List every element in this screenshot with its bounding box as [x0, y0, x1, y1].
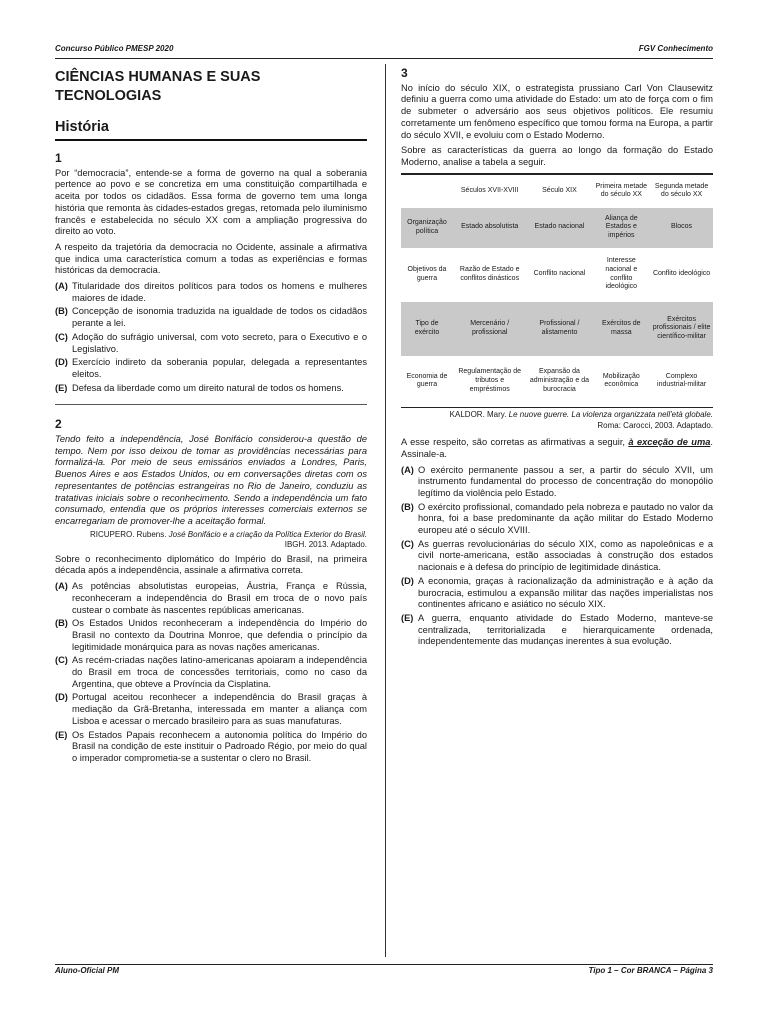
- footer-position: Aluno-Oficial PM: [55, 966, 119, 975]
- footer-page-info: Tipo 1 – Cor BRANCA – Página 3: [588, 966, 713, 975]
- question-1-option-c[interactable]: [55, 332, 367, 355]
- option-letter: (D): [55, 692, 68, 703]
- table-header-cell: Séculos XVII-XVIII: [460, 186, 519, 194]
- question-2-option-e[interactable]: [55, 730, 367, 765]
- option-letter: (E): [55, 729, 68, 740]
- table-cell: Profissional / alistamento: [526, 302, 592, 356]
- table-cell: Estado absolutista: [453, 208, 526, 248]
- question-3-options: [401, 465, 713, 649]
- option-text: Exercício indireto da soberania popular, delegada a representantes eleitos.: [72, 357, 367, 379]
- table-cell: Razão de Estado e conflitos dinásticos: [459, 266, 520, 282]
- table-row: [401, 208, 713, 248]
- question-2-number: 2: [55, 417, 62, 432]
- question-3-option-a[interactable]: [401, 465, 713, 500]
- option-letter: (B): [55, 618, 68, 629]
- option-text: O exército permanente passou a ser, a partir do século XVII, um instrumento fundamental do processo de concentração do monopólio legítimo da violência pelo Estado.: [418, 464, 713, 498]
- table-row: [401, 302, 713, 356]
- option-text: As recém-criadas nações latino-americanas apoiaram a independência do Brasil em troca de concessões territoriais, como no caso da Argentina, que obteve a Província da Cisplatina.: [72, 655, 367, 689]
- footer-rule: [55, 964, 713, 965]
- table-header-cell: Século XIX: [542, 186, 577, 194]
- option-text: Adoção do sufrágio universal, com voto secreto, para o Executivo e o Legislativo.: [72, 331, 367, 354]
- question-1-prompt: A respeito da trajetória da democracia no Ocidente, assinale a afirmativa que indica uma característica comum a todas as experiências e formas históricas da democracia.: [55, 241, 367, 276]
- option-letter: (A): [55, 581, 68, 592]
- prompt-text: A esse respeito, são corretas as afirmativas a seguir,: [401, 437, 629, 448]
- question-2-options: [55, 581, 367, 765]
- option-letter: (C): [55, 655, 68, 666]
- table-header-cell: [401, 174, 453, 208]
- table-row-header: Economia de guerra: [406, 372, 448, 389]
- table-cell: Complexo industrial-militar: [657, 372, 707, 389]
- left-column: [55, 68, 367, 767]
- question-1-text: Por “democracia”, entende-se a forma de governo na qual a soberania pertence ao povo e se concretiza em uma constituição compartilhada e aceita por todos os cidadãos. Essa forma de governo tem uma longa história que remonta às cidades-estados gregas, retomada pelo iluminismo francês e estabelecida no século XX com a ampliação progressiva do direito ao voto.: [55, 167, 367, 237]
- question-2-option-b[interactable]: [55, 618, 367, 653]
- option-text: As guerras revolucionárias do século XIX, como as napoleônicas e a civil norte-americana, estão associadas à construção dos estados nacionais e à defesa do princípio de legitimidade dinástica.: [418, 538, 713, 573]
- table-cell: Conflito ideológico: [652, 270, 711, 278]
- right-column: [401, 68, 713, 650]
- page-header: [55, 44, 713, 58]
- source-publisher: Roma: Carocci, 2003. Adaptado.: [597, 420, 713, 430]
- option-letter: (A): [55, 281, 68, 292]
- question-3-option-d[interactable]: [401, 576, 713, 611]
- source-publisher: IBGH. 2013. Adaptado.: [284, 540, 367, 550]
- question-2-quote: Tendo feito a independência, José Bonifácio considerou-a questão de tempo. Nem por isso deixou de tomar as providências necessárias para formalizá-la. Por meio de seus emissários enviados a Londres, Paris, Buenos Aires e aos Estados Unidos, ou em conversações diretas com os representantes de potências estrangeiras no Rio de Janeiro, conduziu as tratativas iniciais sobre o reconhecimento. Sendo a independência um fato consumado, entendia que os próprios interesses comerciais externos se encarregariam de promover-lhe a aceitação formal.: [55, 434, 367, 526]
- question-3-option-e[interactable]: [401, 613, 713, 648]
- table-header-cell: Primeira metade do século XX: [595, 182, 647, 199]
- table-header-row: [401, 174, 713, 208]
- question-3-option-c[interactable]: [401, 539, 713, 574]
- question-separator: [55, 404, 367, 405]
- option-letter: (B): [55, 306, 68, 317]
- table-cell: Expansão da administração e da burocracia: [529, 368, 590, 393]
- option-text: Titularidade dos direitos políticos para todos os homens e mulheres maiores de idade.: [72, 281, 367, 303]
- warfare-table: [401, 173, 713, 409]
- question-3-option-b[interactable]: [401, 502, 713, 537]
- option-letter: (D): [401, 575, 414, 586]
- table-row: [401, 356, 713, 408]
- question-1-option-b[interactable]: [55, 306, 367, 329]
- question-3-number: 3: [401, 66, 408, 80]
- table-row-header: Objetivos da guerra: [407, 266, 447, 282]
- source-author: KALDOR. Mary.: [449, 410, 507, 420]
- table-cell: Regulamentação de tributos e empréstimos: [458, 368, 522, 393]
- option-text: Os Estados Unidos reconheceram a independência do Império do Brasil no contexto da Doutrina Monroe, que defendia o princípio da legitimidade monárquica para as novas nações americanas.: [72, 618, 367, 652]
- question-3-table-intro: Sobre as características da guerra ao longo da formação do Estado Moderno, analise a tabela a seguir.: [401, 145, 713, 167]
- source-title: Le nuove guerre. La violenza organizzata nell'età globale.: [508, 410, 713, 420]
- prompt-emphasis: à exceção de uma: [628, 437, 711, 448]
- question-3-text: No início do século XIX, o estrategista prussiano Carl Von Clausewitz definiu a guerra como uma atividade do Estado: um ato de força com o fim de submeter o adversário aos seus objetivos políticos. Ele resumiu corretamente um fenômeno específico que tomou forma na Europa, a partir do século XVII, e evoluiu com o Estado Moderno.: [401, 82, 713, 140]
- option-letter: (C): [55, 331, 68, 342]
- page-footer: [55, 966, 713, 980]
- question-3-source: [401, 410, 713, 431]
- source-title: José Bonifácio e a criação da Política Exterior do Brasil.: [168, 529, 367, 539]
- prompt-text-end: . Assinale-a.: [401, 437, 713, 459]
- question-2-option-d[interactable]: [55, 692, 367, 727]
- subject-title-rule: [55, 139, 367, 141]
- column-divider: [385, 64, 386, 957]
- question-2-option-c[interactable]: [55, 655, 367, 690]
- table-cell: Exércitos de massa: [593, 302, 651, 356]
- option-text: O exército profissional, comandado pela nobreza e pautado no valor da honra, foi a base predominante da ação militar do Estado Moderno europeu até o século XVIII.: [418, 501, 713, 536]
- source-author: RICUPERO. Rubens.: [89, 529, 167, 539]
- question-1-options: [55, 281, 367, 394]
- table-cell: Conflito nacional: [533, 270, 586, 278]
- table-row-header: Organização política: [401, 208, 453, 248]
- option-letter: (E): [55, 382, 68, 393]
- table-cell: Estado nacional: [526, 208, 592, 248]
- option-letter: (D): [55, 357, 68, 368]
- question-2-option-a[interactable]: [55, 581, 367, 616]
- table-cell: Mercenário / profissional: [453, 302, 526, 356]
- question-1-option-a[interactable]: [55, 281, 367, 304]
- table-cell: Aliança de Estados e impérios: [593, 208, 651, 248]
- table-row-header: Tipo de exército: [401, 302, 453, 356]
- question-3-prompt: [401, 437, 713, 460]
- table-header-cell: Segunda metade do século XX: [654, 182, 709, 199]
- question-2-source: [55, 530, 367, 551]
- option-letter: (C): [401, 538, 414, 549]
- table-cell: Mobilização econômica: [602, 372, 640, 389]
- header-rule: [55, 58, 713, 59]
- section-title: CIÊNCIAS HUMANAS E SUAS TECNOLOGIAS: [55, 69, 261, 104]
- option-text: Defesa da liberdade como um direito natural de todos os homens.: [72, 382, 344, 393]
- header-exam-name: Concurso Público PMESP 2020: [55, 44, 174, 53]
- table-cell: Blocos: [650, 208, 713, 248]
- header-organizer: FGV Conhecimento: [638, 44, 713, 53]
- option-letter: (A): [401, 464, 414, 475]
- table-cell: Exércitos profissionais / elite científico-militar: [650, 302, 713, 356]
- option-text: Concepção de isonomia traduzida na igualdade de todos os cidadãos perante a lei.: [72, 306, 367, 329]
- question-1-option-d[interactable]: [55, 357, 367, 380]
- option-letter: (E): [401, 612, 414, 623]
- option-text: As potências absolutistas europeias, Áustria, França e Rússia, reconheceram a independência do Brasil em troca de o novo país custear o combate às nascentes repúblicas americanas.: [72, 581, 367, 615]
- question-2-prompt: Sobre o reconhecimento diplomático do Império do Brasil, na primeira década após a independência, assinale a afirmativa correta.: [55, 553, 367, 576]
- subject-title: História: [55, 119, 109, 135]
- table-row: [401, 248, 713, 302]
- option-text: Os Estados Papais reconhecem a autonomia política do Império do Brasil na condição de este instituir o Padroado Régio, por meio do qual o imperador comprometia-se a sustentar o clero no Brasil.: [72, 729, 367, 763]
- table-cell: Interesse nacional e conflito ideológico: [605, 257, 638, 291]
- option-letter: (B): [401, 501, 414, 512]
- option-text: A economia, graças à racionalização da administração e à ação da burocracia, estimulou a expansão militar das nações imperialistas nos continentes africano e asiático no século XIX.: [418, 575, 713, 610]
- question-1-number: 1: [55, 151, 62, 165]
- question-1-option-e[interactable]: [55, 383, 367, 395]
- option-text: Portugal aceitou reconhecer a independência do Brasil graças à mediação da Grã-Bretanha, interessada em manter a aliança com Lisboa e acessar o mercado brasileiro para as suas manufaturas.: [72, 692, 367, 726]
- option-text: A guerra, enquanto atividade do Estado Moderno, manteve-se centralizada, territorializada e hierarquicamente ordenada, independentemente das mudanças inerentes à sua evolução.: [418, 612, 713, 647]
